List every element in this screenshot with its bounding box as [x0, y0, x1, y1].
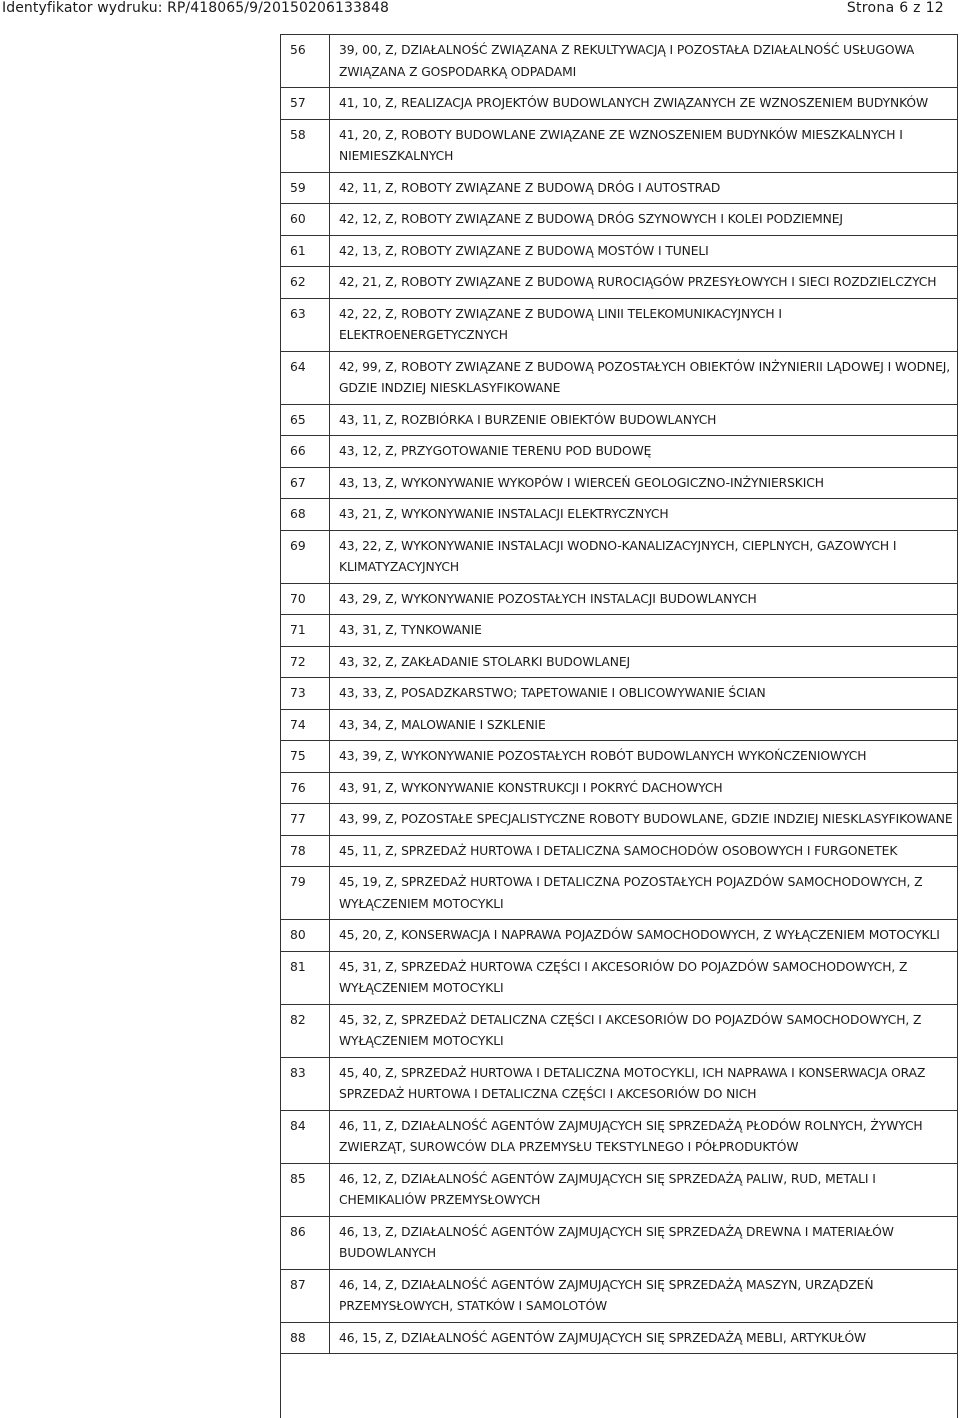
table-row [281, 499, 957, 531]
table-row [281, 615, 957, 647]
table-row [281, 647, 957, 679]
row-number: 88 [281, 1323, 330, 1354]
table-row [281, 531, 957, 584]
activity-description: 41, 10, Z, REALIZACJA PROJEKTÓW BUDOWLANYCH ZWIĄZANYCH ZE WZNOSZENIEM BUDYNKÓW [339, 96, 929, 110]
table-row [281, 35, 957, 88]
row-number: 85 [281, 1164, 330, 1216]
table-row [281, 299, 957, 352]
table-row [281, 267, 957, 299]
table-row [281, 584, 957, 616]
activity-description: 43, 99, Z, POZOSTAŁE SPECJALISTYCZNE ROBOTY BUDOWLANE, GDZIE INDZIEJ NIESKLASYFIKOWANE [339, 812, 953, 826]
pkd-table-body [281, 35, 957, 1354]
table-row [281, 867, 957, 920]
table-row [281, 1005, 957, 1058]
table-row [281, 952, 957, 1005]
table-row [281, 204, 957, 236]
row-number: 83 [281, 1058, 330, 1110]
row-number: 84 [281, 1111, 330, 1163]
table-row [281, 236, 957, 268]
activity-description: 43, 33, Z, POSADZKARSTWO; TAPETOWANIE I OBLICOWYWANIE ŚCIAN [339, 686, 766, 700]
row-number: 58 [281, 120, 330, 172]
activity-description: 42, 13, Z, ROBOTY ZWIĄZANE Z BUDOWĄ MOSTÓW I TUNELI [339, 243, 709, 258]
table-row [281, 120, 957, 173]
activity-description: 42, 12, Z, ROBOTY ZWIĄZANE Z BUDOWĄ DRÓG SZYNOWYCH I KOLEI PODZIEMNEJ [339, 212, 843, 226]
table-row [281, 88, 957, 120]
print-identifier: Identyfikator wydruku: RP/418065/9/20150206133848 [2, 0, 390, 16]
activity-description: 45, 19, Z, SPRZEDAŻ HURTOWA I DETALICZNA POZOSTAŁYCH POJAZDÓW SAMOCHODOWYCH, Z WYŁĄCZENIEM MOTOCYKLI [339, 875, 923, 911]
row-number: 77 [281, 804, 330, 835]
activity-description: 43, 11, Z, ROZBIÓRKA I BURZENIE OBIEKTÓW BUDOWLANYCH [339, 412, 717, 427]
row-number: 72 [281, 647, 330, 678]
row-number: 60 [281, 204, 330, 235]
row-number: 68 [281, 499, 330, 530]
table-row [281, 1111, 957, 1164]
activity-description: 43, 91, Z, WYKONYWANIE KONSTRUKCJI I POKRYĆ DACHOWYCH [339, 780, 723, 795]
activity-description: 46, 15, Z, DZIAŁALNOŚĆ AGENTÓW ZAJMUJĄCYCH SIĘ SPRZEDAŻĄ MEBLI, ARTYKUŁÓW [339, 1330, 867, 1345]
print-header [0, 0, 960, 22]
activity-description: 42, 99, Z, ROBOTY ZWIĄZANE Z BUDOWĄ POZOSTAŁYCH OBIEKTÓW INŻYNIERII LĄDOWEJ I WODNEJ, GDZIE INDZIEJ NIESKLASYFIKOWANE [339, 359, 951, 395]
table-row [281, 678, 957, 710]
activity-description: 41, 20, Z, ROBOTY BUDOWLANE ZWIĄZANE ZE WZNOSZENIEM BUDYNKÓW MIESZKALNYCH I NIEMIESZKALNYCH [339, 127, 903, 163]
row-number: 71 [281, 615, 330, 646]
table-row [281, 836, 957, 868]
activity-description: 43, 39, Z, WYKONYWANIE POZOSTAŁYCH ROBÓT BUDOWLANYCH WYKOŃCZENIOWYCH [339, 749, 867, 763]
activity-description: 43, 21, Z, WYKONYWANIE INSTALACJI ELEKTRYCZNYCH [339, 507, 669, 521]
row-number: 59 [281, 173, 330, 204]
activity-description: 42, 22, Z, ROBOTY ZWIĄZANE Z BUDOWĄ LINII TELEKOMUNIKACYJNYCH I ELEKTROENERGETYCZNYCH [339, 306, 782, 342]
activity-description: 43, 22, Z, WYKONYWANIE INSTALACJI WODNO-KANALIZACYJNYCH, CIEPLNYCH, GAZOWYCH I KLIMATYZACYJNYCH [339, 538, 897, 574]
row-number: 56 [281, 35, 330, 87]
row-number: 63 [281, 299, 330, 351]
table-row [281, 741, 957, 773]
activity-description: 43, 34, Z, MALOWANIE I SZKLENIE [339, 717, 546, 732]
row-number: 65 [281, 405, 330, 436]
row-number: 74 [281, 710, 330, 741]
table-row [281, 1270, 957, 1323]
activity-description: 43, 29, Z, WYKONYWANIE POZOSTAŁYCH INSTALACJI BUDOWLANYCH [339, 591, 757, 606]
row-number: 79 [281, 867, 330, 919]
table-row [281, 710, 957, 742]
row-number: 73 [281, 678, 330, 709]
row-number: 64 [281, 352, 330, 404]
activity-description: 46, 12, Z, DZIAŁALNOŚĆ AGENTÓW ZAJMUJĄCYCH SIĘ SPRZEDAŻĄ PALIW, RUD, METALI I CHEMIKALIÓW PRZEMYSŁOWYCH [339, 1171, 876, 1207]
table-row [281, 804, 957, 836]
activity-description: 45, 32, Z, SPRZEDAŻ DETALICZNA CZĘŚCI I AKCESORIÓW DO POJAZDÓW SAMOCHODOWYCH, Z WYŁĄCZENIEM MOTOCYKLI [339, 1012, 922, 1048]
activity-description: 42, 11, Z, ROBOTY ZWIĄZANE Z BUDOWĄ DRÓG I AUTOSTRAD [339, 180, 721, 195]
activity-description: 43, 31, Z, TYNKOWANIE [339, 623, 482, 637]
table-row [281, 1164, 957, 1217]
activity-description: 45, 11, Z, SPRZEDAŻ HURTOWA I DETALICZNA SAMOCHODÓW OSOBOWYCH I FURGONETEK [339, 843, 898, 858]
table-row [281, 173, 957, 205]
row-number: 69 [281, 531, 330, 583]
row-number: 78 [281, 836, 330, 867]
row-number: 61 [281, 236, 330, 267]
activity-description: 43, 12, Z, PRZYGOTOWANIE TERENU POD BUDOWĘ [339, 444, 652, 458]
table-row [281, 436, 957, 468]
table-row [281, 405, 957, 437]
row-number: 87 [281, 1270, 330, 1322]
activity-description: 45, 31, Z, SPRZEDAŻ HURTOWA CZĘŚCI I AKCESORIÓW DO POJAZDÓW SAMOCHODOWYCH, Z WYŁĄCZENIEM MOTOCYKLI [339, 959, 908, 995]
row-number: 86 [281, 1217, 330, 1269]
row-number: 67 [281, 468, 330, 499]
table-row [281, 773, 957, 805]
table-row [281, 352, 957, 405]
table-row [281, 468, 957, 500]
activity-description: 42, 21, Z, ROBOTY ZWIĄZANE Z BUDOWĄ RUROCIĄGÓW PRZESYŁOWYCH I SIECI ROZDZIELCZYCH [339, 275, 937, 289]
pkd-table [280, 34, 958, 1418]
row-number: 66 [281, 436, 330, 467]
table-row [281, 920, 957, 952]
page-number: Strona 6 z 12 [846, 0, 944, 16]
activity-description: 45, 40, Z, SPRZEDAŻ HURTOWA I DETALICZNA MOTOCYKLI, ICH NAPRAWA I KONSERWACJA ORAZ SPRZEDAŻ HURTOWA I DETALICZNA CZĘŚCI I AKCESORIÓW DO NICH [339, 1065, 926, 1101]
table-row [281, 1217, 957, 1270]
row-number: 57 [281, 88, 330, 119]
row-number: 81 [281, 952, 330, 1004]
activity-description: 43, 32, Z, ZAKŁADANIE STOLARKI BUDOWLANEJ [339, 654, 631, 669]
row-number: 75 [281, 741, 330, 772]
row-number: 70 [281, 584, 330, 615]
activity-description: 46, 14, Z, DZIAŁALNOŚĆ AGENTÓW ZAJMUJĄCYCH SIĘ SPRZEDAŻĄ MASZYN, URZĄDZEŃ PRZEMYSŁOWYCH, STATKÓW I SAMOLOTÓW [339, 1277, 874, 1313]
activity-description: 46, 13, Z, DZIAŁALNOŚĆ AGENTÓW ZAJMUJĄCYCH SIĘ SPRZEDAŻĄ DREWNA I MATERIAŁÓW BUDOWLANYCH [339, 1224, 894, 1260]
row-number: 62 [281, 267, 330, 298]
row-number: 76 [281, 773, 330, 804]
row-number: 80 [281, 920, 330, 951]
activity-description: 39, 00, Z, DZIAŁALNOŚĆ ZWIĄZANA Z REKULTYWACJĄ I POZOSTAŁA DZIAŁALNOŚĆ USŁUGOWA ZWIĄZANA Z GOSPODARKĄ ODPADAMI [339, 43, 915, 79]
activity-description: 45, 20, Z, KONSERWACJA I NAPRAWA POJAZDÓW SAMOCHODOWYCH, Z WYŁĄCZENIEM MOTOCYKLI [339, 928, 940, 942]
table-row [281, 1323, 957, 1355]
activity-description: 43, 13, Z, WYKONYWANIE WYKOPÓW I WIERCEŃ GEOLOGICZNO-INŻYNIERSKICH [339, 475, 824, 490]
row-number: 82 [281, 1005, 330, 1057]
activity-description: 46, 11, Z, DZIAŁALNOŚĆ AGENTÓW ZAJMUJĄCYCH SIĘ SPRZEDAŻĄ PŁODÓW ROLNYCH, ŻYWYCH ZWIERZĄT, SUROWCÓW DLA PRZEMYSŁU TEKSTYLNEGO I PÓŁPRODUKTÓW [339, 1118, 923, 1154]
table-row [281, 1058, 957, 1111]
